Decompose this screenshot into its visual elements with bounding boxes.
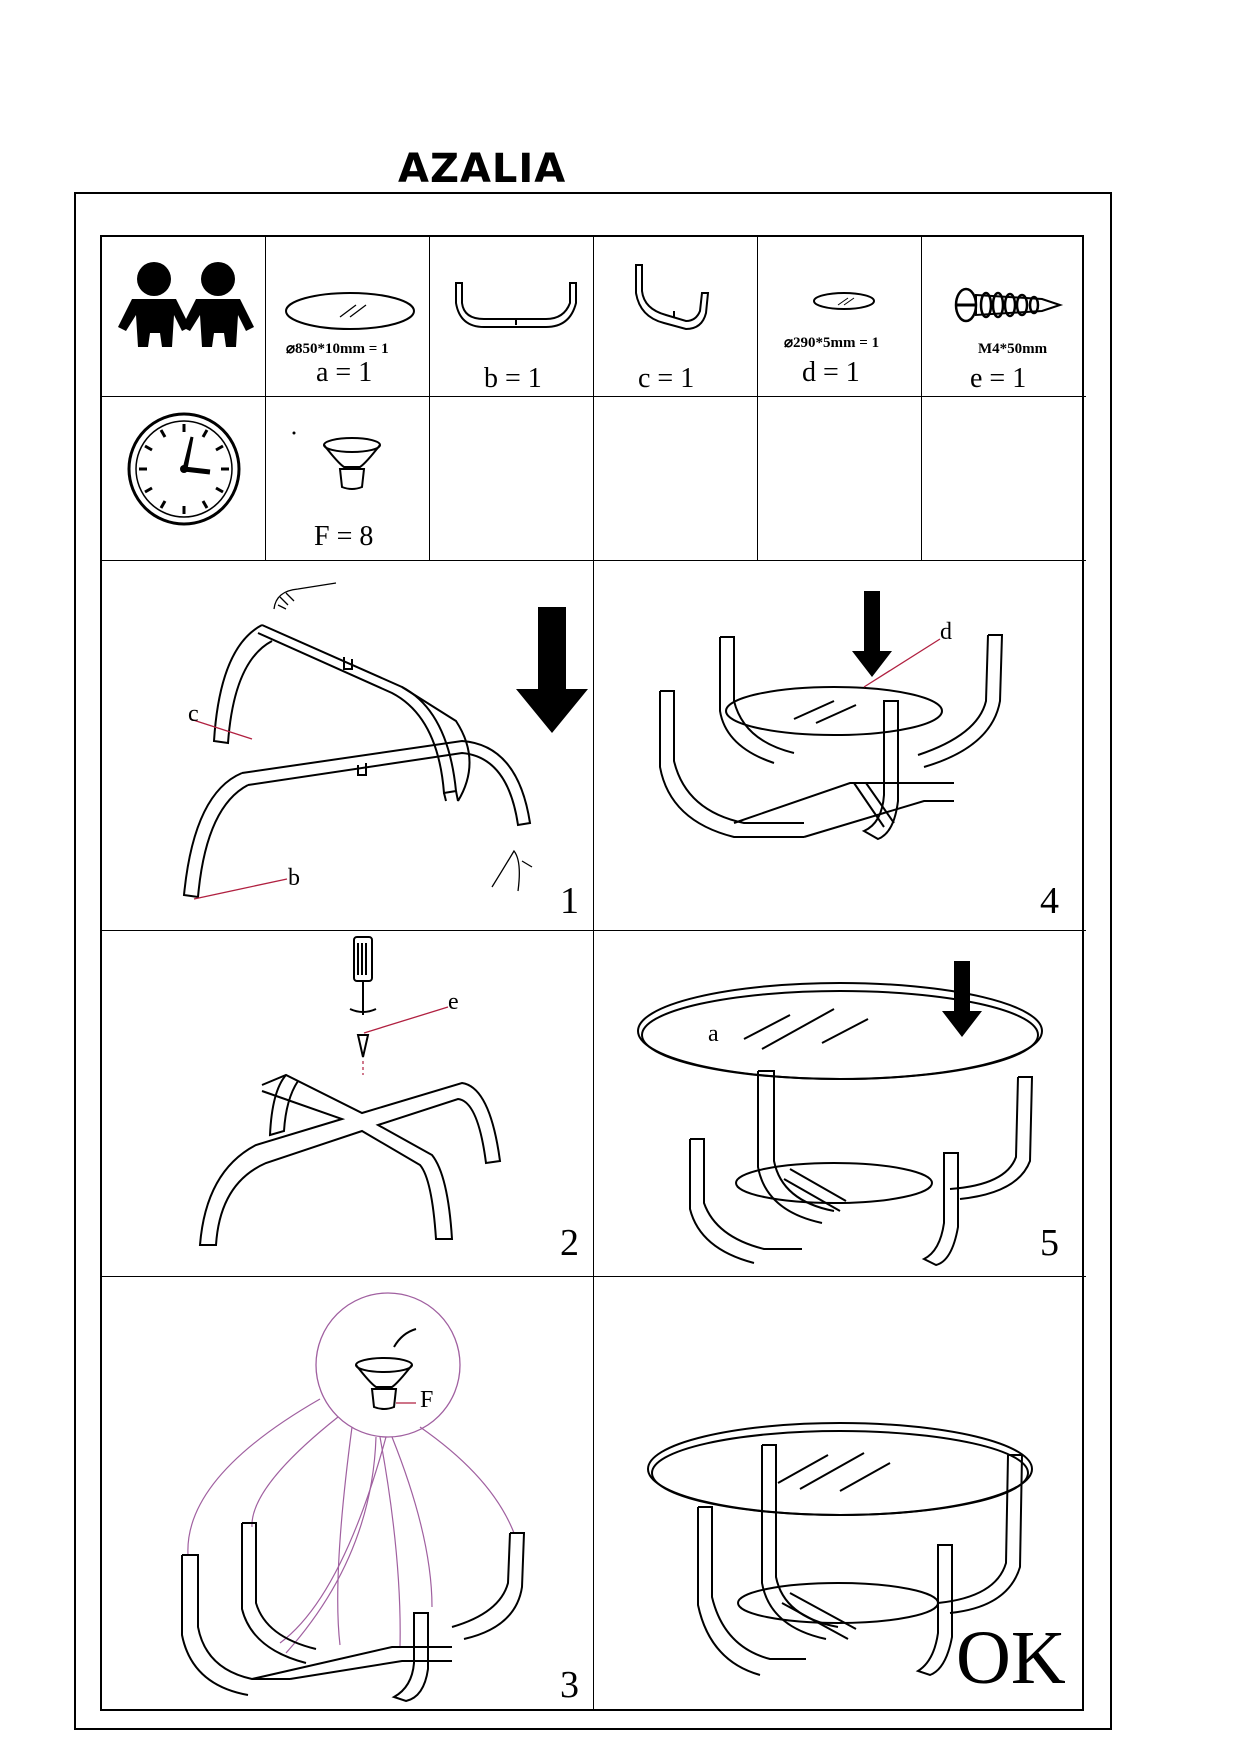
step-2-panel: [102, 931, 594, 1277]
part-d-cell: [758, 237, 922, 397]
part-c-label: c = 1: [638, 363, 695, 394]
instruction-grid: [100, 235, 1084, 1711]
document-title: AZALIA: [398, 146, 567, 192]
empty-cell: [758, 397, 922, 561]
callout-d: d: [940, 619, 952, 645]
callout-c: c: [188, 701, 199, 727]
step-5-illustration: [594, 931, 1086, 1277]
callout-b: b: [288, 865, 300, 891]
two-persons-icon: [102, 237, 266, 397]
part-b-label: b = 1: [484, 363, 542, 394]
step-1-illustration: [102, 561, 594, 931]
people-cell: [102, 237, 266, 397]
step-3-illustration: [102, 1277, 594, 1711]
step-3-panel: [102, 1277, 594, 1711]
step-2-illustration: [102, 931, 594, 1277]
part-c-cell: [594, 237, 758, 397]
part-e-label: e = 1: [970, 363, 1027, 394]
step-number: 5: [1040, 1222, 1059, 1264]
clock-icon: [102, 397, 266, 561]
step-number: 4: [1040, 880, 1059, 922]
part-a-label: a = 1: [316, 357, 373, 388]
time-cell: [102, 397, 266, 561]
final-panel: [594, 1277, 1086, 1711]
part-a-cell: [266, 237, 430, 397]
part-a-spec: ⌀850*10mm = 1: [286, 341, 389, 357]
ok-label: OK: [956, 1616, 1066, 1700]
step-number: 3: [560, 1664, 579, 1706]
step-number: 1: [560, 880, 579, 922]
empty-cell: [594, 397, 758, 561]
part-d-spec: ⌀290*5mm = 1: [784, 335, 880, 351]
part-e-spec: M4*50mm: [978, 341, 1048, 357]
step-1-panel: [102, 561, 594, 931]
step-number: 2: [560, 1222, 579, 1264]
empty-cell: [430, 397, 594, 561]
part-b-cell: [430, 237, 594, 397]
step-5-panel: [594, 931, 1086, 1277]
part-F-cell: [266, 397, 430, 561]
step-4-illustration: [594, 561, 1086, 931]
callout-F: F: [420, 1387, 434, 1413]
callout-a: a: [708, 1021, 719, 1047]
step-4-panel: [594, 561, 1086, 931]
empty-cell: [922, 397, 1086, 561]
callout-e: e: [448, 989, 459, 1015]
part-d-label: d = 1: [802, 357, 860, 388]
part-F-label: F = 8: [314, 521, 374, 552]
part-e-cell: [922, 237, 1086, 397]
